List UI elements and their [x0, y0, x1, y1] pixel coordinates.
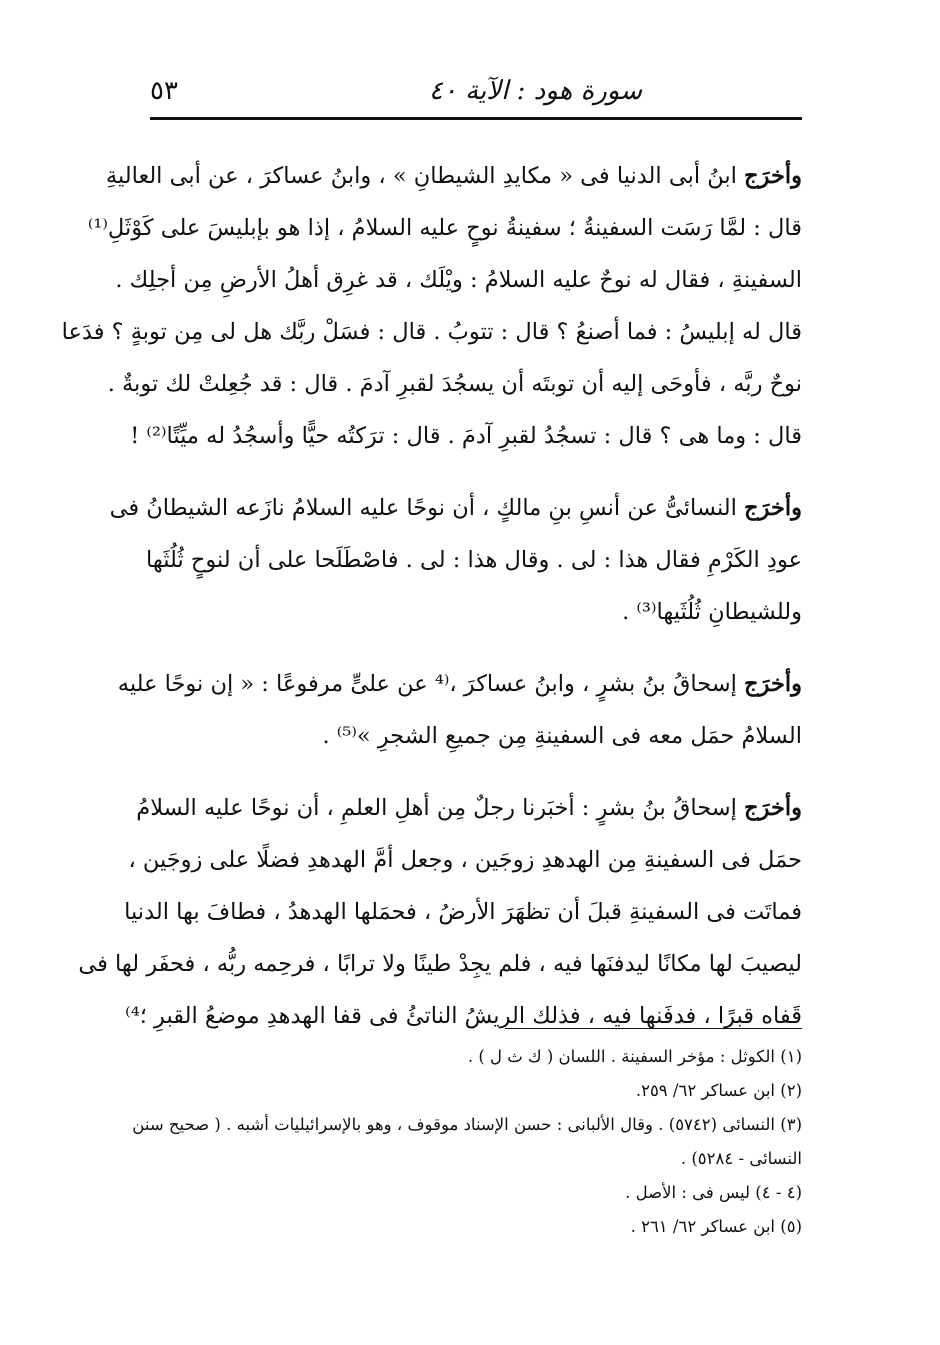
text-line: ليصيبَ لها مكانًا ليدفنَها فيه ، فلم يجِدْ طينًا ولا ترابًا ، فرحِمه ربُّه ، فحفَر لها فى [78, 951, 802, 977]
paragraph-lead: وأخرَج [744, 671, 802, 697]
text-line: السفينةِ ، فقال له نوحٌ عليه السلامُ : ويْلَك ، قد غرِق أهلُ الأرضِ مِن أجلِك . [115, 267, 802, 293]
paragraph-lead: وأخرَج [744, 795, 802, 821]
text-line: السلامُ حمَل معه فى السفينةِ مِن جميعِ الشجرِ »⁽⁵⁾ . [322, 723, 802, 749]
text-line: قال : وما هى ؟ قال : تسجُدُ لقبرِ آدمَ . قال : ترَكتُه حيًّا وأسجُدُ له ميِّتًا⁽²⁾ ! [130, 423, 802, 449]
text-line: حمَل فى السفينةِ مِن الهدهدِ زوجَين ، وجعل أمَّ الهدهدِ فضلًا على زوجَين ، [128, 847, 802, 873]
text-line: وأخرَج النسائىُّ عن أنسِ بنِ مالكٍ ، أن نوحًا عليه السلامُ نازَعه الشيطانُ فى [109, 495, 802, 521]
footnote-separator [505, 1028, 802, 1029]
footnotes [132, 1040, 802, 1244]
footnote-3-continued: النسائى - ٥٢٨٤) . [680, 1149, 802, 1168]
running-title: سورة هود : الآية ٤٠ [428, 76, 642, 106]
text-line: عودِ الكَرْمِ فقال هذا : لى . وقال هذا : لى . فاصْطَلَحا على أن لنوحٍ ثُلُثَها [145, 547, 802, 573]
footnote-4: (٤ - ٤) ليس فى : الأصل . [625, 1183, 802, 1202]
text-line: وأخرَج إسحاقُ بنُ بشرٍ : أخبَرنا رجلٌ مِن أهلِ العلمِ ، أن نوحًا عليه السلامُ [136, 795, 802, 821]
page-number: ٥٣ [150, 76, 178, 106]
page-header [150, 62, 802, 114]
paragraph-lead: وأخرَج [744, 495, 802, 521]
paragraph-2 [109, 482, 802, 638]
footnote-3: (٣) النسائى (٥٧٤٢) . وقال الألبانى : حسن الإسناد موقوف ، وهو بالإسرائيليات أشبه . ( صحيح سنن [132, 1115, 802, 1134]
text-line: قال له إبليسُ : فما أصنعُ ؟ قال : تتوبُ . قال : فسَلْ ربَّك هل لى مِن توبةٍ ؟ فدَعا [61, 319, 802, 345]
text-line: وأخرَج إسحاقُ بنُ بشرٍ ، وابنُ عساكرَ ،⁽⁴ عن علىٍّ مرفوعًا : « إن نوحًا عليه [117, 671, 802, 697]
paragraph-4 [78, 782, 802, 1042]
text-line: قَفاه قبرًا ، فدفَنها فيه ، فذلك الريشُ الناتئُ فى قفا الهدهدِ موضعُ القبرِ ؛⁴⁾ [125, 1003, 802, 1029]
text-line: فماتَت فى السفينةِ قبلَ أن تظهَرَ الأرضُ ، فحمَلها الهدهدُ ، فطافَ بها الدنيا [124, 899, 802, 925]
main-text [61, 150, 802, 1062]
paragraph-3 [117, 658, 802, 762]
text-line: وللشيطانِ ثُلُثَيها⁽³⁾ . [622, 599, 802, 625]
paragraph-lead: وأخرَج [744, 163, 802, 189]
paragraph-1 [61, 150, 802, 462]
header-rule [150, 117, 802, 120]
footnote-5: (٥) ابن عساكر ٦٢/ ٢٦١ . [630, 1217, 802, 1236]
footnote-1: (١) الكوثل : مؤخر السفينة . اللسان ( ك ث ل ) . [467, 1047, 802, 1066]
text-line: وأخرَج ابنُ أبى الدنيا فى « مكايدِ الشيطانِ » ، وابنُ عساكرَ ، عن أبى العاليةِ [105, 163, 802, 189]
text-line: قال : لمَّا رَسَت السفينةُ ؛ سفينةُ نوحٍ عليه السلامُ ، إذا هو بإبليسَ على كَوْثَلِ⁽¹⁾ [87, 215, 802, 241]
footnote-2: (٢) ابن عساكر ٦٢/ ٢٥٩. [635, 1081, 802, 1100]
text-line: نوحٌ ربَّه ، فأوحَى إليه أن توبتَه أن يسجُدَ لقبرِ آدمَ . قال : قد جُعِلتْ لك توبةٌ . [107, 371, 802, 397]
